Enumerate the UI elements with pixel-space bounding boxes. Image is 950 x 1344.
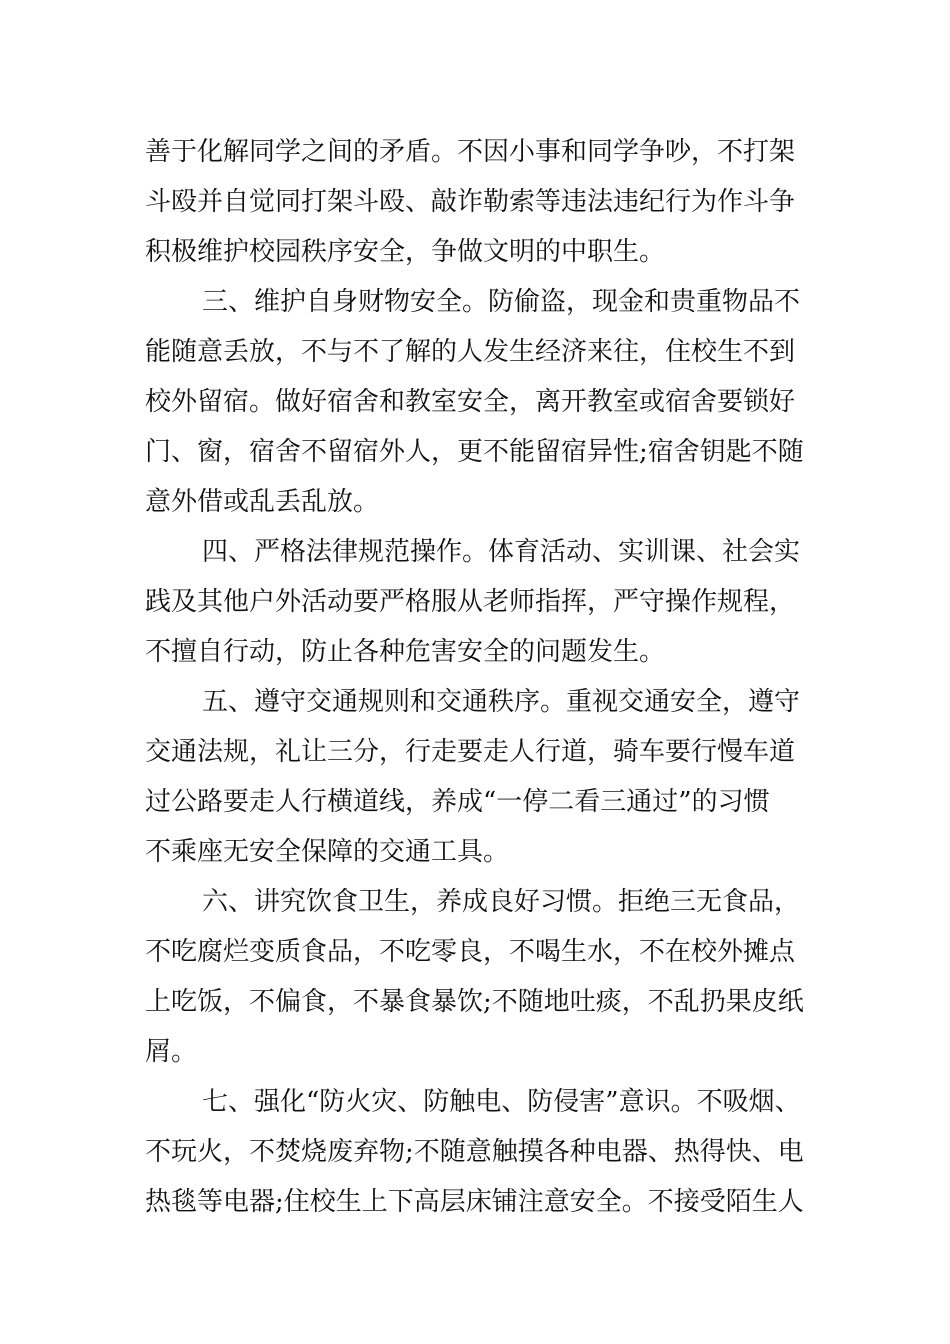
- text-line: 不玩火，不焚烧废弃物;不随意触摸各种电器、热得快、电: [145, 1137, 804, 1167]
- text-line: 交通法规，礼让三分，行走要走人行道，骑车要行慢车道: [145, 737, 796, 767]
- text-line: 善于化解同学之间的矛盾。不因小事和同学争吵，不打架: [145, 137, 796, 167]
- text-line: 践及其他户外活动要严格服从老师指挥，严守操作规程，: [145, 587, 796, 617]
- text-line: 上吃饭，不偏食，不暴食暴饮;不随地吐痰，不乱扔果皮纸: [145, 987, 804, 1017]
- text-line: 不吃腐烂变质食品，不吃零良，不喝生水，不在校外摊点: [145, 937, 796, 967]
- section-heading-line: 五、遵守交通规则和交通秩序。重视交通安全，遵守: [202, 687, 801, 717]
- document-body: [145, 127, 825, 1227]
- text-line: 过公路要走人行横道线，养成“一停二看三通过”的习惯: [145, 787, 770, 817]
- section-heading-line: 四、严格法律规范操作。体育活动、实训课、社会实: [202, 537, 801, 567]
- section-heading-line: 三、维护自身财物安全。防偷盗，现金和贵重物品不: [202, 287, 801, 317]
- text-line: 校外留宿。做好宿舍和教室安全，离开教室或宿舍要锁好: [145, 387, 796, 417]
- text-line: 不乘座无安全保障的交通工具。: [145, 837, 510, 867]
- section-heading-line: 六、讲究饮食卫生，养成良好习惯。拒绝三无食品，: [202, 887, 801, 917]
- text-line: 屑。: [145, 1037, 198, 1067]
- text-line: 热毯等电器;住校生上下高层床铺注意安全。不接受陌生人: [145, 1187, 804, 1217]
- section-heading-line: 七、强化“防火灾、防触电、防侵害”意识。不吸烟、: [202, 1087, 801, 1117]
- text-line: 不擅自行动，防止各种危害安全的问题发生。: [145, 637, 666, 667]
- text-line: 能随意丢放，不与不了解的人发生经济来往，住校生不到: [145, 337, 796, 367]
- text-line: 积极维护校园秩序安全，争做文明的中职生。: [145, 237, 666, 267]
- text-line: 意外借或乱丢乱放。: [145, 487, 380, 517]
- text-line: 门、窗，宿舍不留宿外人，更不能留宿异性;宿舍钥匙不随: [145, 437, 804, 467]
- text-line: 斗殴并自觉同打架斗殴、敲诈勒索等违法违纪行为作斗争: [145, 187, 796, 217]
